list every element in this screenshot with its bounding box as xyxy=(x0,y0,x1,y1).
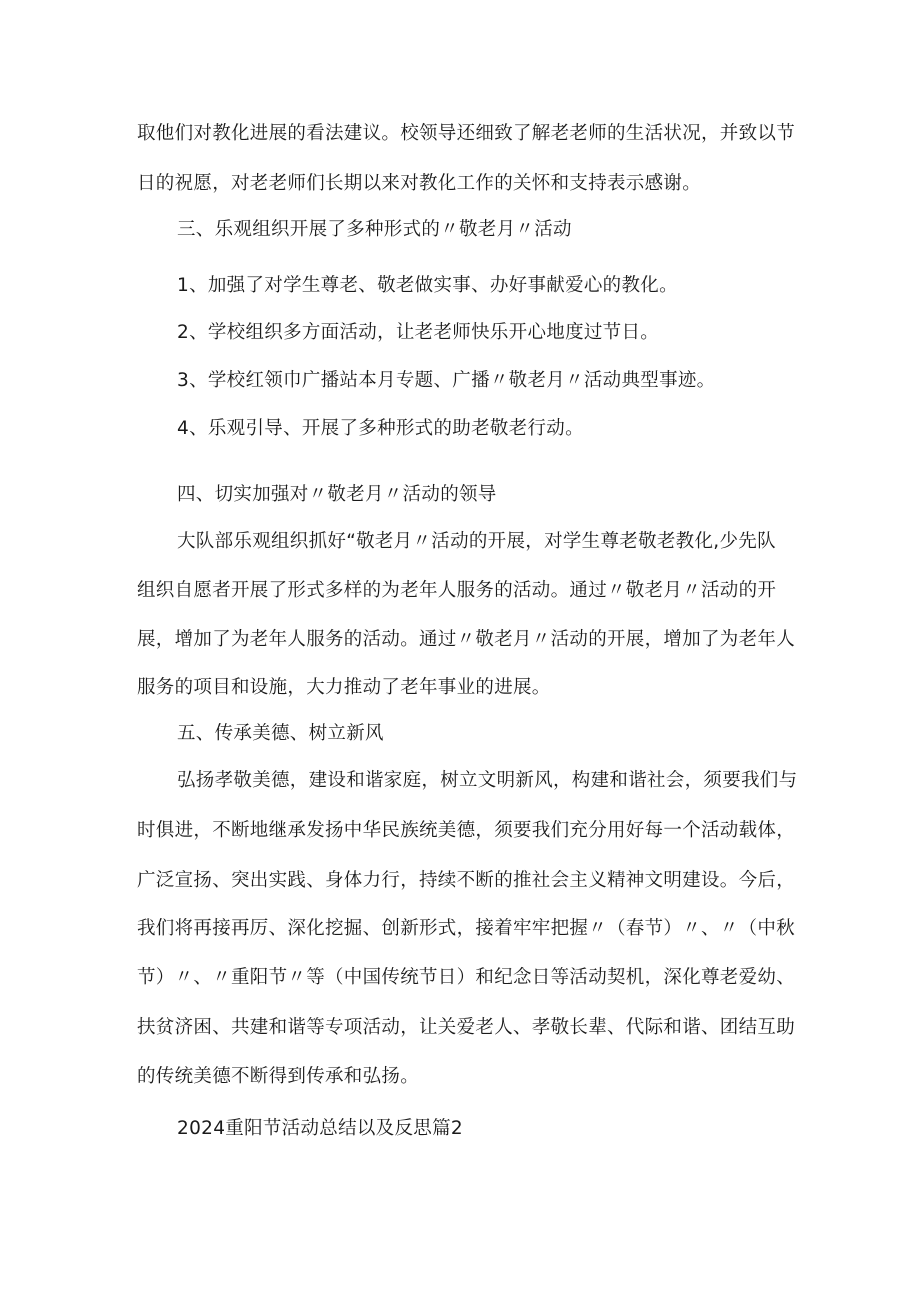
paragraph-line: 取他们对教化进展的看法建议。校领导还细致了解老老师的生活状况，并致以节 xyxy=(137,123,796,144)
list-item: 3、学校红领巾广播站本月专题、广播〃敬老月〃活动典型事迹。 xyxy=(177,370,716,391)
paragraph-line: 时俱进，不断地继承发扬中华民族统美德，须要我们充分用好每一个活动载体， xyxy=(137,820,796,841)
section-heading: 三、乐观组织开展了多种形式的〃敬老月〃活动 xyxy=(177,219,572,240)
list-item: 4、乐观引导、开展了多种形式的助老敬老行动。 xyxy=(177,418,584,439)
paragraph-line: 服务的项目和设施，大力推动了老年事业的进展。 xyxy=(137,677,551,698)
section-heading: 四、切实加强对〃敬老月〃活动的领导 xyxy=(177,484,497,505)
section-heading: 五、传承美德、树立新风 xyxy=(177,723,384,744)
paragraph-line: 我们将再接再厉、深化挖掘、创新形式，接着牢牢把握〃（春节）〃、〃（中秋 xyxy=(137,918,796,939)
list-item: 1、加强了对学生尊老、敬老做实事、办好事献爱心的教化。 xyxy=(177,275,678,296)
paragraph-line: 的传统美德不断得到传承和弘扬。 xyxy=(137,1066,420,1087)
paragraph-line: 节）〃、〃重阳节〃等（中国传统节日）和纪念日等活动契机，深化尊老爱幼、 xyxy=(137,967,796,988)
paragraph-line: 弘扬孝敬美德，建设和谐家庭，树立文明新风，构建和谐社会，须要我们与 xyxy=(177,770,798,791)
paragraph-line: 组织自愿者开展了形式多样的为老年人服务的活动。通过〃敬老月〃活动的开 xyxy=(137,580,777,601)
paragraph-line: 扶贫济困、共建和谐等专项活动，让关爱老人、孝敬长辈、代际和谐、团结互助 xyxy=(137,1017,796,1038)
paragraph-line: 广泛宣扬、突出实践、身体力行，持续不断的推社会主义精神文明建设。今后， xyxy=(137,870,796,891)
article-title: 2024重阳节活动总结以及反思篇2 xyxy=(177,1118,463,1139)
paragraph-line: 日的祝愿，对老老师们长期以来对教化工作的关怀和支持表示感谢。 xyxy=(137,173,702,194)
list-item: 2、学校组织多方面活动，让老老师快乐开心地度过节日。 xyxy=(177,322,660,343)
paragraph-line: 展，增加了为老年人服务的活动。通过〃敬老月〃活动的开展，增加了为老年人 xyxy=(137,629,796,650)
paragraph-line: 大队部乐观组织抓好“敬老月〃活动的开展，对学生尊老敬老教化,少先队 xyxy=(177,531,776,552)
